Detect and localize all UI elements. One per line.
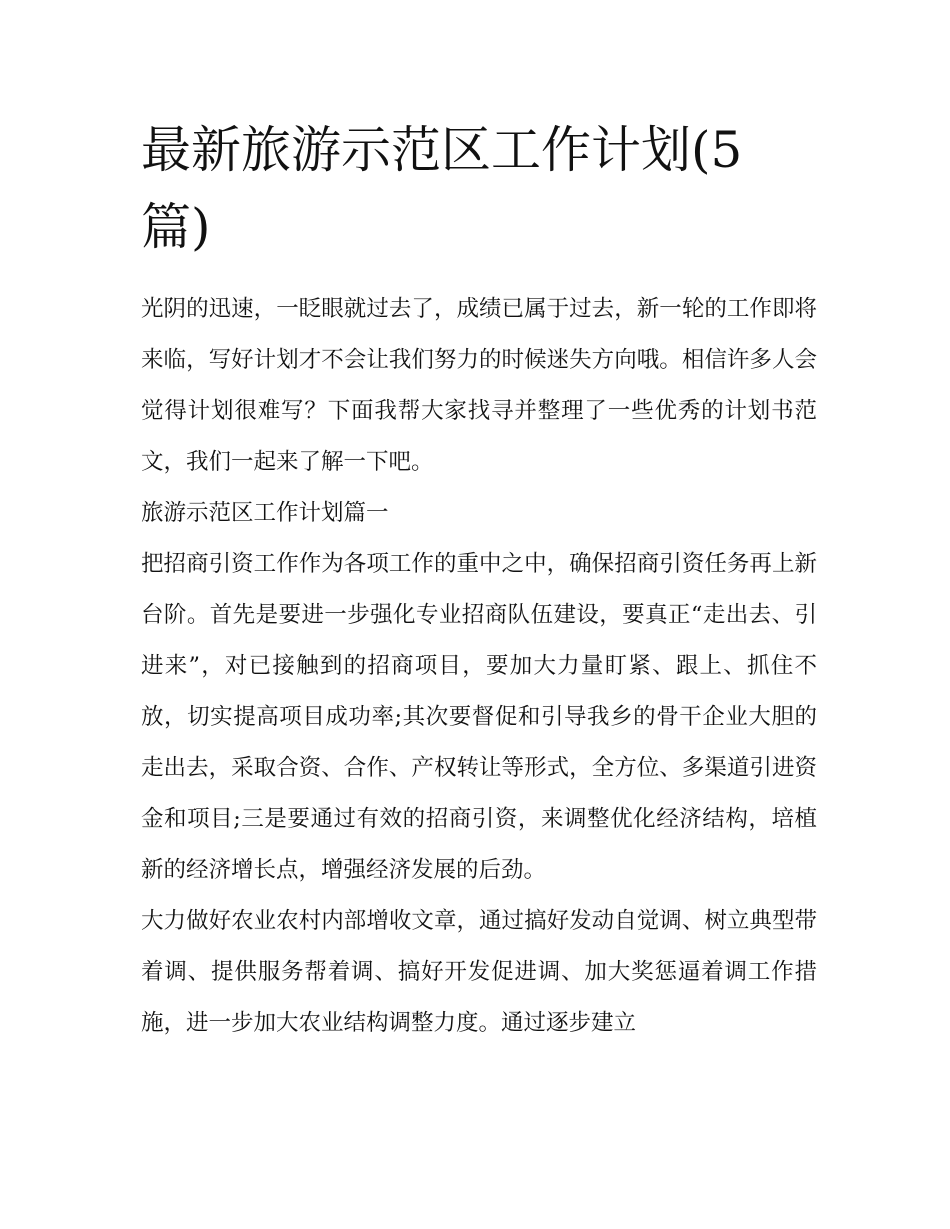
section-heading: 旅游示范区工作计划篇一 [141, 500, 389, 526]
document-page [141, 112, 817, 1049]
body-paragraph-1: 把招商引资工作作为各项工作的重中之中，确保招商引资任务再上新台阶。首先是要进一步强化专业招商队伍建设，要真正“走出去、引进来”，对已接触到的招商项目，要加大力量盯紧、跟上、抓住不放，切实提高项目成功率;其次要督促和引导我乡的骨干企业大胆的走出去，采取合资、合作、产权转让等形式，全方位、多渠道引进资金和项目;三是要通过有效的招商引资，来调整优化经济结构，培植新的经济增长点，增强经济发展的后劲。 [141, 551, 817, 883]
body-paragraph-2: 大力做好农业农村内部增收文章，通过搞好发动自觉调、树立典型带着调、提供服务帮着调、搞好开发促进调、加大奖惩逼着调工作措施，进一步加大农业结构调整力度。通过逐步建立 [141, 908, 817, 1036]
document-title: 最新旅游示范区工作计划(5篇) [141, 121, 743, 256]
intro-paragraph: 光阴的迅速，一眨眼就过去了，成绩已属于过去，新一轮的工作即将来临，写好计划才不会让我们努力的时候迷失方向哦。相信许多人会觉得计划很难写？下面我帮大家找寻并整理了一些优秀的计划书范文，我们一起来了解一下吧。 [141, 296, 817, 475]
